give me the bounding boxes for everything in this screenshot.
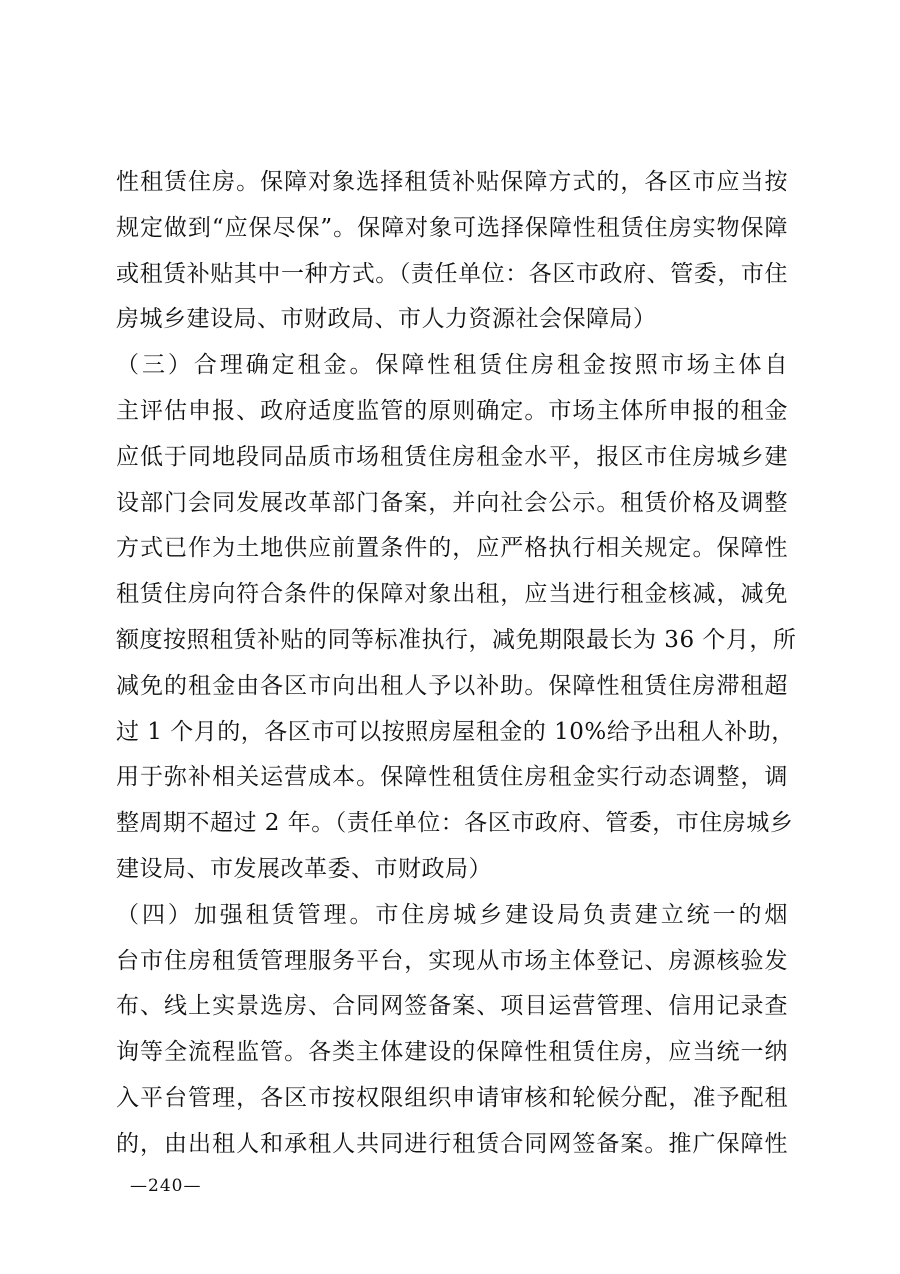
text-line: 入平台管理，各区市按权限组织申请审核和轮候分配，准予配租	[116, 1084, 788, 1111]
text-line: 整周期不超过 2 年。（责任单位：各区市政府、管委，市住房城乡	[116, 810, 794, 837]
text-line: 主评估申报、政府适度监管的原则确定。市场主体所申报的租金	[116, 397, 788, 424]
text-line: 或租赁补贴其中一种方式。（责任单位：各区市政府、管委，市住	[116, 260, 788, 287]
text-line: 设部门会同发展改革部门备案，并向社会公示。租赁价格及调整	[116, 489, 788, 516]
text-line: 应低于同地段同品质市场租赁住房租金水平，报区市住房城乡建	[116, 443, 788, 470]
text-line: 性租赁住房。保障对象选择租赁补贴保障方式的，各区市应当按	[116, 169, 788, 195]
text-line: 布、线上实景选房、合同网签备案、项目运营管理、信用记录查	[116, 993, 788, 1020]
text-line: 减免的租金由各区市向出租人予以补助。保障性租赁住房滞租超	[116, 672, 788, 699]
section-four-heading-line: （四）加强租赁管理。市住房城乡建设局负责建立统一的烟	[116, 901, 788, 928]
text-line: 建设局、市发展改革委、市财政局）	[116, 855, 492, 882]
text-line: 方式已作为土地供应前置条件的，应严格执行相关规定。保障性	[116, 535, 788, 562]
text-line: 用于弥补相关运营成本。保障性租赁住房租金实行动态调整，调	[116, 764, 788, 791]
text-line: 房城乡建设局、市财政局、市人力资源社会保障局）	[116, 306, 657, 333]
text-line: 的，由出租人和承租人共同进行租赁合同网签备案。推广保障性	[116, 1130, 788, 1157]
text-line: 规定做到“应保尽保”。保障对象可选择保障性租赁住房实物保障	[116, 214, 788, 241]
text-line: 额度按照租赁补贴的同等标准执行，减免期限最长为 36 个月，所	[116, 626, 797, 653]
text-line: 租赁住房向符合条件的保障对象出租，应当进行租金核减，减免	[116, 581, 788, 608]
text-line: 台市住房租赁管理服务平台，实现从市场主体登记、房源核验发	[116, 947, 788, 974]
document-body	[116, 160, 797, 1168]
page-number: —240—	[130, 1176, 202, 1196]
section-three-heading-line: （三）合理确定租金。保障性租赁住房租金按照市场主体自	[116, 352, 788, 379]
text-line: 过 1 个月的，各区市可以按照房屋租金的 10%给予出租人补助，	[116, 718, 795, 745]
text-line: 询等全流程监管。各类主体建设的保障性租赁住房，应当统一纳	[116, 1039, 788, 1066]
